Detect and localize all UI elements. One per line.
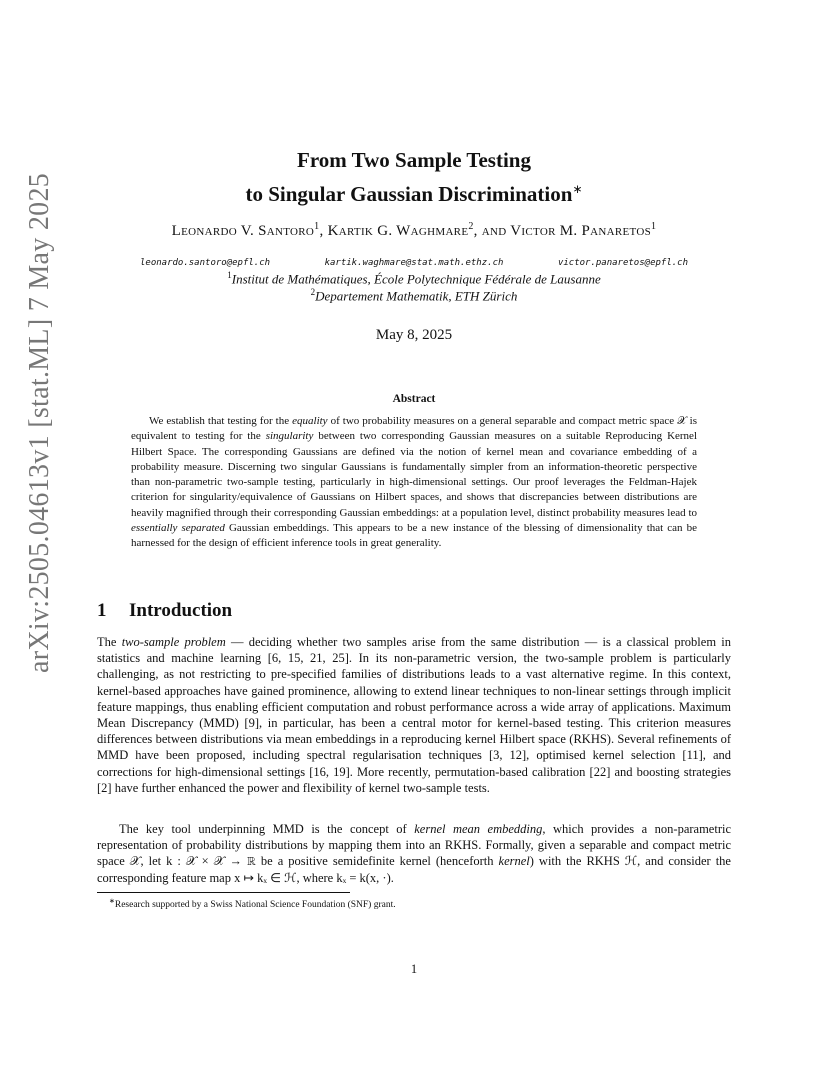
intro-paragraph-1 — [97, 634, 731, 796]
author-name: Leonardo V. Santoro — [171, 223, 315, 239]
paragraph-emphasis: kernel — [498, 854, 530, 869]
footnote-mark: ∗ — [109, 897, 115, 905]
paragraph-text: — deciding whether two samples arise from the same distribution — is a classical problem in statistics and machine learning [6, 15, 21, 25]. In its non-parametric version, the two-sample problem is particularly challenging, as not restricting to pre-specified families of distributions leads to a vast alternative regime. In this context, kernel-based approaches have gained prominence, allowing to extend linear techniques to non-linear settings through implicit feature mappings, thus enabling efficient computation and robust performance across a wide array of applications. Maximum Mean Discrepancy (MMD) [9], in particular, has been a central motor for kernel-based testing. This criterion measures differences between distributions via mean embeddings in a reproducing kernel Hilbert space (RKHS). Several refinements of MMD have been proposed, including spectral regularisation techniques [3, 12], optimised kernel selection [11], and corrections for high-dimensional settings [16, 19]. More recently, permutation-based calibration [22] and boosting strategies [2] have further enhanced the power and flexibility of kernel two-sample tests. — [97, 635, 732, 795]
affiliation-mark: 2 — [310, 287, 316, 297]
author-name: Victor M. Panaretos — [510, 223, 652, 239]
paragraph-text: The key tool underpinning MMD is the concept of — [119, 822, 415, 836]
affiliation-text: Institut de Mathématiques, École Polytechnique Fédérale de Lausanne — [231, 271, 601, 287]
author-affiliation-mark: 1 — [651, 221, 657, 232]
paper-title — [120, 146, 708, 209]
abstract-text: of two probability measures on a general separable and compact metric space 𝒳 is equivalent to testing for the — [131, 415, 697, 443]
title-line-2-text: to Singular Gaussian Discrimination — [245, 182, 573, 206]
title-footnote-mark: ∗ — [572, 182, 583, 196]
abstract-emphasis: equality — [292, 415, 328, 427]
intro-paragraph-2 — [97, 821, 731, 886]
author-separator: , — [319, 223, 328, 239]
abstract-emphasis: essentially separated — [131, 522, 225, 535]
paragraph-text: ) with the RKHS ℋ, and consider the corresponding feature map x ↦ kₓ ∈ ℋ, where kₓ = k(x, ·). — [97, 854, 731, 885]
author-name: Kartik G. Waghmare — [327, 223, 469, 239]
abstract-text: Gaussian embeddings. This appears to be a new instance of the blessing of dimensionality that can be harnessed for the design of efficient inference tools in great generality. — [131, 522, 697, 550]
footnote-text: Research supported by a Swiss National Science Foundation (SNF) grant. — [114, 900, 396, 911]
affiliation-mark: 1 — [227, 270, 232, 280]
section-title: Introduction — [129, 600, 233, 621]
arxiv-identifier: arXiv:2505.04613v1 [stat.ML] 7 May 2025 — [24, 172, 55, 673]
footnote — [97, 897, 743, 910]
section-heading — [97, 600, 232, 622]
section-number: 1 — [97, 600, 107, 621]
paragraph-emphasis: two-sample problem — [121, 635, 226, 649]
paragraph-emphasis: kernel mean embedding — [414, 822, 543, 836]
affiliation-2 — [100, 287, 728, 304]
title-line-1: From Two Sample Testing — [297, 148, 531, 172]
email-link[interactable]: leonardo.santoro@epfl.ch — [140, 258, 271, 268]
abstract-text: We establish that testing for the — [149, 415, 293, 427]
author-list — [60, 221, 768, 240]
affiliation-text: Departement Mathematik, ETH Zürich — [315, 288, 518, 304]
title-line-2 — [120, 175, 708, 209]
abstract-body — [131, 414, 697, 552]
email-link[interactable]: kartik.waghmare@stat.math.ethz.ch — [324, 258, 504, 268]
author-affiliation-mark: 2 — [468, 221, 474, 232]
abstract-text: between two corresponding Gaussian measures on a suitable Reproducing Kernel Hilbert Space. The corresponding Gaussians are defined via the notion of kernel mean and covariance embedding of a probability measure. Discerning two singular Gaussians is fundamentally simpler from an information-theoretic perspective than non-parametric two-sample testing, particularly in high-dimensional settings. Our proof leverages the Feldman-Hajek criterion for singularity/equivalence of Gaussians on Hilbert spaces, and shows that discrepancies between distributions are heavily magnified through their corresponding Gaussian embeddings: at a population level, distinct probability measures lead to — [131, 430, 697, 519]
email-link[interactable]: victor.panaretos@epfl.ch — [557, 258, 688, 268]
affiliation-1 — [100, 270, 728, 287]
author-affiliation-mark: 1 — [314, 221, 320, 232]
author-separator: , and — [473, 223, 511, 239]
footnote-rule — [97, 892, 350, 893]
paragraph-text: , which provides a non-parametric representation of probability distributions by mapping them into an RKHS. Formally, given a separable and compact metric space 𝒳, let k : 𝒳 × 𝒳 → ℝ be a positive semidefinite kernel (henceforth — [97, 822, 732, 869]
abstract-emphasis: singularity — [265, 430, 314, 443]
abstract-heading: Abstract — [392, 393, 436, 405]
author-emails — [140, 258, 688, 268]
page-number: 1 — [410, 962, 418, 976]
paragraph-text: The — [97, 635, 122, 649]
publication-date: May 8, 2025 — [375, 327, 453, 343]
